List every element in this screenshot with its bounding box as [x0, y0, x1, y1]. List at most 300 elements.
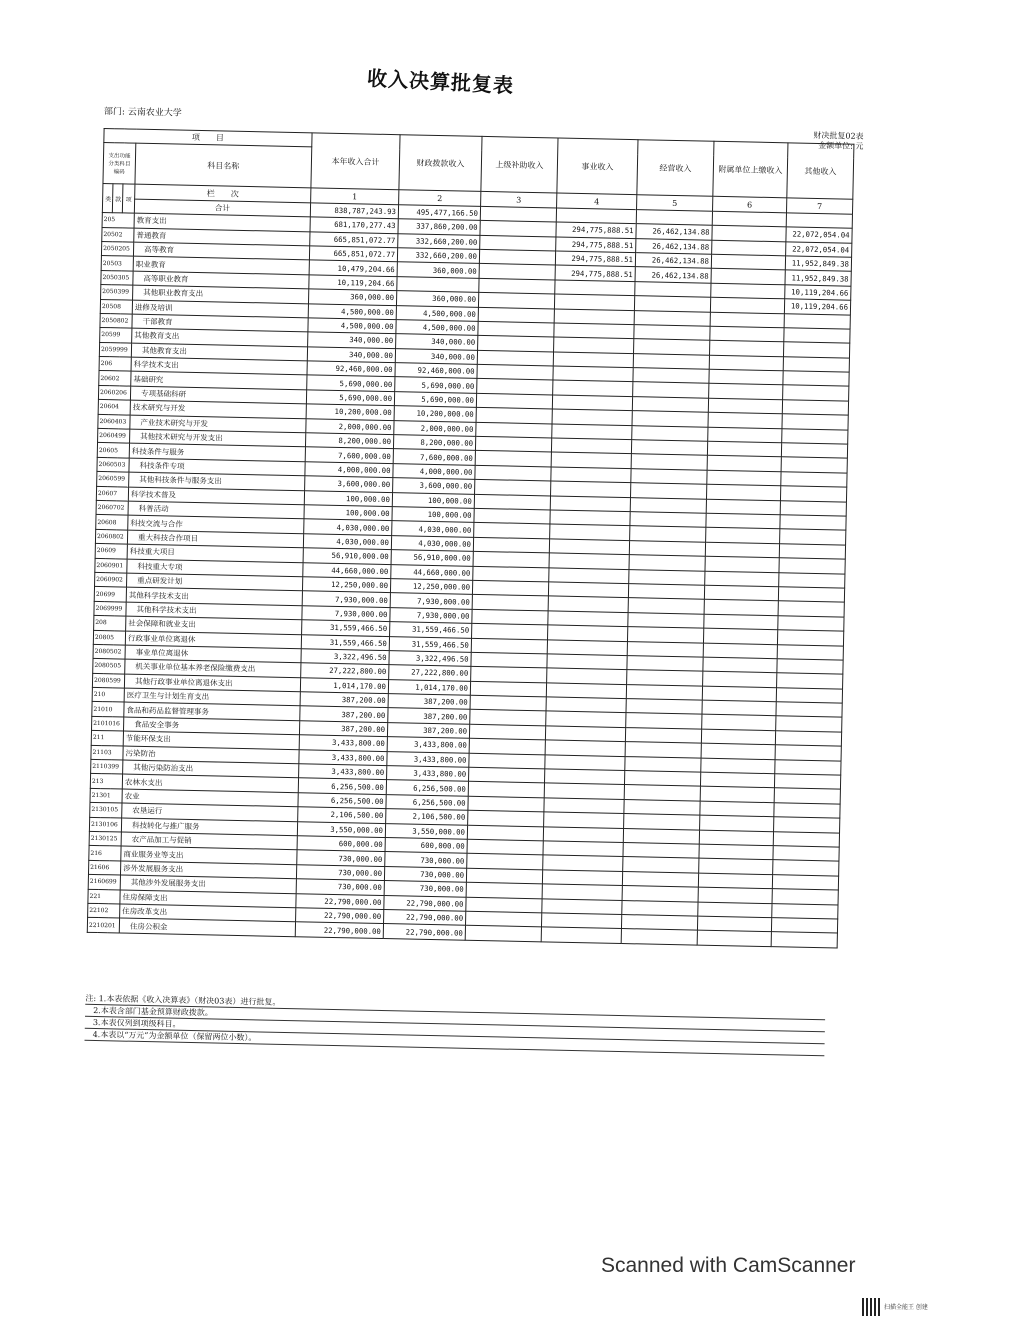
row-subsidy — [478, 321, 554, 337]
row-other — [774, 774, 840, 790]
row-subsidy — [466, 897, 542, 913]
row-affiliated — [704, 585, 778, 601]
row-name: 其他科技条件与服务支出 — [129, 472, 305, 490]
row-code: 2160699 — [88, 874, 120, 889]
row-name: 医疗卫生与计划生育支出 — [124, 688, 300, 706]
row-business — [552, 409, 632, 425]
row-fiscal: 730,000.00 — [384, 866, 466, 882]
row-name: 教育支出 — [134, 213, 310, 231]
total-income-value: 838,787,243.93 — [310, 203, 398, 219]
row-subsidy — [472, 609, 548, 625]
row-subsidy — [475, 451, 551, 467]
row-code: 22102 — [88, 903, 120, 918]
row-name: 其他科学技术支出 — [126, 602, 302, 620]
row-name: 农垦运行 — [122, 803, 298, 821]
row-subsidy — [469, 767, 545, 783]
row-subsidy — [476, 393, 552, 409]
other-income-header: 其他收入 — [787, 143, 854, 200]
row-total: 730,000.00 — [296, 879, 384, 895]
row-fiscal: 44,660,000.00 — [391, 564, 473, 580]
row-code: 2060702 — [96, 500, 128, 515]
row-total: 10,479,204.66 — [309, 260, 397, 276]
row-subsidy — [474, 508, 550, 524]
note-1: 注: 1.本表依据《收入决算表》（财决03表）进行批复。 — [85, 993, 825, 1020]
row-affiliated — [706, 484, 780, 500]
row-total: 22,790,000.00 — [296, 893, 384, 909]
row-total: 360,000.00 — [308, 289, 396, 305]
row-affiliated — [702, 700, 776, 716]
row-other — [778, 615, 844, 631]
row-subsidy — [466, 868, 542, 884]
row-other: 11,952,849.38 — [785, 270, 851, 286]
total-other-value — [786, 213, 852, 229]
row-operating — [624, 799, 700, 815]
row-name: 住房保障支出 — [120, 890, 296, 908]
row-subsidy — [477, 364, 553, 380]
row-code: 20604 — [98, 400, 130, 415]
row-operating — [629, 540, 705, 556]
row-total: 7,930,000.00 — [302, 591, 390, 607]
row-name: 其他职业教育支出 — [133, 285, 309, 303]
row-subsidy — [470, 695, 546, 711]
row-other — [775, 759, 841, 775]
row-operating — [625, 756, 701, 772]
row-subsidy — [469, 724, 545, 740]
row-code: 213 — [90, 774, 122, 789]
total-fiscal-value: 495,477,166.50 — [398, 204, 480, 220]
row-name: 重大科技合作项目 — [127, 530, 303, 548]
row-affiliated — [709, 355, 783, 371]
row-operating: 26,462,134.88 — [635, 267, 711, 283]
row-affiliated — [709, 384, 783, 400]
row-name: 农产品加工与促销 — [121, 832, 297, 850]
row-fiscal: 3,600,000.00 — [393, 478, 475, 494]
row-subsidy — [468, 782, 544, 798]
row-total: 3,433,800.00 — [299, 735, 387, 751]
row-affiliated — [700, 772, 774, 788]
row-name: 高等教育 — [133, 242, 309, 260]
row-subsidy — [478, 307, 554, 323]
row-subsidy — [465, 911, 541, 927]
row-name: 行政事业单位离退休 — [125, 631, 301, 649]
scanner-watermark: Scanned with CamScanner — [601, 1254, 856, 1277]
row-code: 211 — [91, 731, 123, 746]
row-fiscal: 12,250,000.00 — [390, 579, 472, 595]
row-affiliated — [704, 614, 778, 630]
row-name: 事业单位离退休 — [125, 645, 301, 663]
row-total: 31,559,466.50 — [302, 620, 390, 636]
row-subsidy — [477, 350, 553, 366]
row-business — [549, 553, 629, 569]
row-other — [777, 673, 843, 689]
row-other — [773, 860, 839, 876]
row-operating — [628, 612, 704, 628]
row-other — [777, 630, 843, 646]
row-code: 2130125 — [89, 831, 121, 846]
row-total: 27,222,800.00 — [301, 663, 389, 679]
subsidy-income-header: 上级补助收入 — [481, 136, 558, 193]
sub-header: 项 — [122, 184, 135, 213]
row-name: 重点研发计划 — [127, 573, 303, 591]
row-fiscal: 7,600,000.00 — [393, 449, 475, 465]
row-operating — [628, 584, 704, 600]
row-affiliated — [700, 815, 774, 831]
row-other — [777, 659, 843, 675]
row-name: 食品安全事务 — [123, 717, 299, 735]
row-fiscal: 100,000.00 — [392, 492, 474, 508]
row-fiscal: 7,930,000.00 — [390, 607, 472, 623]
row-code: 2069999 — [94, 601, 126, 616]
row-subsidy — [473, 537, 549, 553]
row-fiscal: 332,660,200.00 — [397, 248, 479, 264]
row-fiscal: 22,790,000.00 — [384, 895, 466, 911]
row-name: 住房改革支出 — [120, 904, 296, 922]
row-other: 11,952,849.38 — [785, 256, 851, 272]
row-affiliated — [702, 686, 776, 702]
row-code: 20605 — [97, 443, 129, 458]
row-other — [776, 716, 842, 732]
row-affiliated — [710, 341, 784, 357]
row-business — [551, 481, 631, 497]
row-name: 商业服务业等支出 — [121, 846, 297, 864]
row-name: 科技重大项目 — [127, 544, 303, 562]
row-subsidy — [475, 436, 551, 452]
row-fiscal: 4,500,000.00 — [396, 305, 478, 321]
row-total: 5,690,000.00 — [306, 390, 394, 406]
row-affiliated — [701, 743, 775, 759]
row-name: 科学技术支出 — [131, 357, 307, 375]
item-header: 款 — [112, 184, 123, 213]
row-operating — [630, 526, 706, 542]
row-affiliated — [710, 312, 784, 328]
row-affiliated — [703, 657, 777, 673]
line-num-1: 1 — [311, 188, 399, 204]
row-affiliated — [701, 758, 775, 774]
row-fiscal: 22,790,000.00 — [384, 909, 466, 925]
row-subsidy — [470, 681, 546, 697]
row-affiliated — [706, 499, 780, 515]
fiscal-income-header: 财政拨款收入 — [399, 135, 482, 192]
row-subsidy — [468, 810, 544, 826]
row-name: 技术研究与开发 — [130, 400, 306, 418]
row-name: 科技重大专项 — [127, 559, 303, 577]
row-name: 其他行政事业单位离退休支出 — [124, 674, 300, 692]
row-affiliated — [704, 600, 778, 616]
row-affiliated — [707, 456, 781, 472]
row-fiscal: 22,790,000.00 — [383, 924, 465, 940]
business-income-header: 事业收入 — [557, 138, 638, 195]
row-operating — [630, 497, 706, 513]
total-label: 合计 — [134, 199, 310, 217]
row-fiscal: 92,460,000.00 — [395, 363, 477, 379]
row-other — [772, 903, 838, 919]
row-total: 387,200.00 — [300, 692, 388, 708]
row-code: 2060499 — [98, 428, 130, 443]
row-total: 665,851,072.77 — [309, 246, 397, 262]
row-fiscal: 337,860,200.00 — [398, 219, 480, 235]
row-operating — [624, 785, 700, 801]
row-name: 科学技术普及 — [128, 487, 304, 505]
row-total: 340,000.00 — [308, 332, 396, 348]
row-operating — [627, 641, 703, 657]
row-other — [780, 500, 846, 516]
row-affiliated — [700, 787, 774, 803]
row-total: 100,000.00 — [304, 490, 392, 506]
row-total: 387,200.00 — [300, 706, 388, 722]
row-total: 10,200,000.00 — [306, 404, 394, 420]
row-fiscal: 387,200.00 — [387, 722, 469, 738]
row-code: 206 — [99, 357, 131, 372]
row-total: 44,660,000.00 — [303, 562, 391, 578]
row-other — [781, 443, 847, 459]
row-name: 专项基础科研 — [130, 386, 306, 404]
row-name: 其他污染防治支出 — [123, 760, 299, 778]
row-subsidy — [474, 523, 550, 539]
row-other — [772, 889, 838, 905]
row-code: 2059999 — [99, 342, 131, 357]
row-name: 科技条件专项 — [129, 458, 305, 476]
row-code: 2130106 — [89, 817, 121, 832]
row-total: 92,460,000.00 — [307, 361, 395, 377]
row-operating — [624, 771, 700, 787]
row-operating — [631, 468, 707, 484]
name-header: 科目名称 — [135, 144, 312, 189]
row-code: 21010 — [92, 702, 124, 717]
note-4: 4.本表以“万元”为金额单位（保留两位小数）。 — [85, 1029, 825, 1056]
note-3: 3.本表仅列到项级科目。 — [85, 1017, 825, 1044]
row-code: 210 — [92, 687, 124, 702]
row-operating: 26,462,134.88 — [636, 238, 712, 254]
row-subsidy — [477, 379, 553, 395]
row-affiliated — [697, 916, 771, 932]
row-code: 2060503 — [97, 457, 129, 472]
row-affiliated — [712, 240, 786, 256]
row-affiliated — [705, 542, 779, 558]
row-affiliated — [708, 427, 782, 443]
row-total: 3,433,800.00 — [299, 764, 387, 780]
row-operating — [623, 857, 699, 873]
row-fiscal: 4,030,000.00 — [391, 535, 473, 551]
row-operating — [626, 699, 702, 715]
row-fiscal: 387,200.00 — [388, 708, 470, 724]
row-total: 600,000.00 — [297, 836, 385, 852]
row-subsidy — [478, 293, 554, 309]
row-code: 21103 — [91, 745, 123, 760]
row-operating — [623, 843, 699, 859]
row-other — [776, 687, 842, 703]
row-total: 56,910,000.00 — [303, 548, 391, 564]
row-code: 2050305 — [101, 270, 133, 285]
row-name: 普通教育 — [134, 228, 310, 246]
row-total: 3,600,000.00 — [305, 476, 393, 492]
row-code: 20609 — [95, 544, 127, 559]
row-name: 科技条件与服务 — [129, 444, 305, 462]
row-operating — [625, 742, 701, 758]
line-num-5: 5 — [637, 195, 713, 211]
row-other — [781, 472, 847, 488]
row-operating — [627, 627, 703, 643]
row-fiscal: 730,000.00 — [385, 852, 467, 868]
row-affiliated — [710, 326, 784, 342]
affiliated-income-header: 附属单位上缴收入 — [713, 141, 788, 198]
row-fiscal: 3,433,800.00 — [387, 751, 469, 767]
row-total: 340,000.00 — [307, 347, 395, 363]
row-total: 12,250,000.00 — [302, 577, 390, 593]
row-affiliated — [705, 571, 779, 587]
row-total: 4,030,000.00 — [303, 534, 391, 550]
row-affiliated — [699, 858, 773, 874]
row-operating — [634, 325, 710, 341]
row-code: 20602 — [99, 371, 131, 386]
row-subsidy — [475, 465, 551, 481]
row-fiscal: 600,000.00 — [385, 838, 467, 854]
row-fiscal: 3,322,496.50 — [389, 650, 471, 666]
row-code: 2050802 — [100, 313, 132, 328]
row-subsidy — [472, 595, 548, 611]
row-subsidy — [479, 278, 555, 294]
row-business — [548, 625, 628, 641]
row-affiliated — [707, 441, 781, 457]
row-other — [771, 932, 837, 948]
row-total: 22,790,000.00 — [295, 922, 383, 938]
row-subsidy — [472, 580, 548, 596]
row-affiliated — [708, 412, 782, 428]
row-affiliated — [711, 283, 785, 299]
row-name: 其他教育支出 — [131, 343, 307, 361]
row-fiscal: 100,000.00 — [392, 507, 474, 523]
row-operating — [622, 900, 698, 916]
row-other — [780, 515, 846, 531]
row-other — [772, 874, 838, 890]
row-code: 20502 — [102, 227, 134, 242]
row-operating — [634, 339, 710, 355]
unit-label: 金额单位: 元 — [818, 140, 864, 151]
row-total: 2,106,500.00 — [298, 807, 386, 823]
row-operating — [628, 598, 704, 614]
row-subsidy — [472, 623, 548, 639]
line-num-7: 7 — [787, 198, 853, 214]
row-affiliated — [703, 628, 777, 644]
row-operating — [622, 886, 698, 902]
row-operating — [632, 425, 708, 441]
row-operating: 26,462,134.88 — [636, 224, 712, 240]
row-other — [784, 313, 850, 329]
row-name: 职业教育 — [133, 256, 309, 274]
table-body — [87, 213, 852, 948]
row-business: 294,775,888.51 — [556, 222, 636, 238]
row-subsidy — [476, 408, 552, 424]
row-fiscal: 2,000,000.00 — [394, 420, 476, 436]
row-total: 730,000.00 — [297, 850, 385, 866]
row-code: 208 — [94, 616, 126, 631]
row-total: 6,256,500.00 — [298, 793, 386, 809]
row-business: 294,775,888.51 — [555, 265, 635, 281]
row-affiliated — [707, 470, 781, 486]
row-subsidy — [475, 480, 551, 496]
row-affiliated — [711, 269, 785, 285]
row-fiscal: 27,222,800.00 — [389, 665, 471, 681]
total-subsidy-value — [480, 206, 556, 222]
row-other — [783, 385, 849, 401]
row-code: 20805 — [93, 630, 125, 645]
notes-block — [85, 993, 826, 1056]
row-subsidy — [469, 753, 545, 769]
row-fiscal: 5,690,000.00 — [395, 377, 477, 393]
row-other — [782, 400, 848, 416]
row-affiliated — [700, 801, 774, 817]
row-code: 221 — [88, 889, 120, 904]
row-total: 3,433,800.00 — [299, 749, 387, 765]
row-subsidy — [470, 710, 546, 726]
row-operating — [623, 828, 699, 844]
row-code: 2080599 — [92, 673, 124, 688]
row-affiliated — [712, 225, 786, 241]
row-fiscal: 2,106,500.00 — [386, 809, 468, 825]
row-total: 4,500,000.00 — [308, 318, 396, 334]
row-subsidy — [473, 566, 549, 582]
row-fiscal: 31,559,466.50 — [390, 622, 472, 638]
row-total: 3,322,496.50 — [301, 649, 389, 665]
row-affiliated — [705, 556, 779, 572]
row-other: 10,119,204.66 — [785, 285, 851, 301]
row-code: 205 — [102, 213, 134, 228]
row-other — [779, 572, 845, 588]
row-subsidy — [467, 854, 543, 870]
row-total: 6,256,500.00 — [298, 778, 386, 794]
row-name: 机关事业单位基本养老保险缴费支出 — [125, 659, 301, 677]
row-name: 涉外发展服务支出 — [120, 861, 296, 879]
row-fiscal: 340,000.00 — [395, 348, 477, 364]
row-fiscal: 31,559,466.50 — [389, 636, 471, 652]
row-code: 20503 — [101, 256, 133, 271]
department-label: 部门: 云南农业大学 — [103, 107, 182, 119]
row-affiliated — [701, 729, 775, 745]
income-approval-sheet — [85, 107, 864, 1043]
row-total: 100,000.00 — [304, 505, 392, 521]
row-operating — [634, 296, 710, 312]
row-fiscal: 6,256,500.00 — [386, 794, 468, 810]
row-name: 科普活动 — [128, 501, 304, 519]
row-code: 21606 — [88, 860, 120, 875]
row-subsidy — [480, 221, 556, 237]
row-fiscal: 340,000.00 — [396, 334, 478, 350]
row-other — [779, 544, 845, 560]
row-code: 2101016 — [92, 716, 124, 731]
row-other — [784, 328, 850, 344]
row-name: 其他技术研究与开发支出 — [130, 429, 306, 447]
row-name: 高等职业教育 — [133, 271, 309, 289]
row-other — [781, 457, 847, 473]
row-total: 387,200.00 — [299, 721, 387, 737]
line-num-3: 3 — [481, 192, 557, 208]
row-fiscal: 3,433,800.00 — [387, 766, 469, 782]
row-total: 31,559,466.50 — [301, 634, 389, 650]
row-affiliated — [703, 643, 777, 659]
operating-income-header: 经营收入 — [637, 140, 714, 197]
row-subsidy — [479, 249, 555, 265]
row-other — [778, 601, 844, 617]
row-affiliated — [708, 398, 782, 414]
row-affiliated — [710, 297, 784, 313]
row-fiscal: 6,256,500.00 — [386, 780, 468, 796]
row-code: 2130105 — [90, 803, 122, 818]
row-total: 2,000,000.00 — [306, 418, 394, 434]
row-fiscal: 387,200.00 — [388, 694, 470, 710]
row-subsidy — [471, 638, 547, 654]
row-operating — [627, 655, 703, 671]
row-business: 294,775,888.51 — [556, 237, 636, 253]
row-fiscal: 360,000.00 — [396, 291, 478, 307]
